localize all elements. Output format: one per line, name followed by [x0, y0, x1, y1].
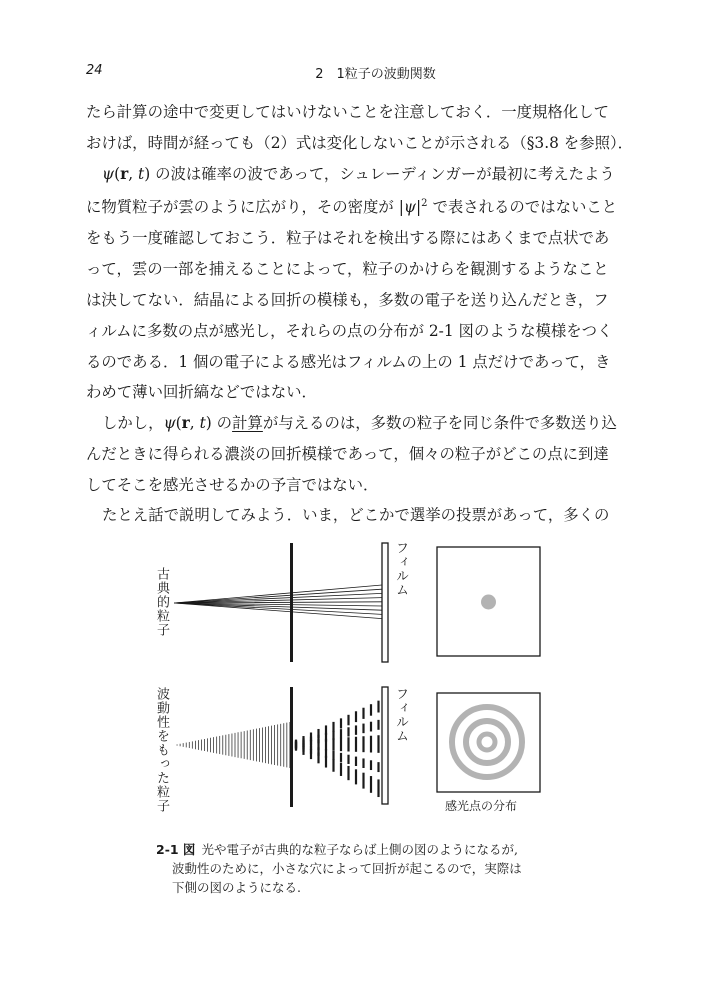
r-vector: r — [120, 164, 129, 183]
wave-fan — [174, 722, 290, 768]
text-line: をもう一度確認しておこう．粒子はそれを検出する際にはあくまで点状であ — [86, 229, 610, 248]
caption-text: 光や電子が古典的な粒子ならば上側の図のようになるが, — [201, 842, 518, 857]
t-variable: t — [138, 164, 145, 183]
caption-line — [156, 840, 576, 859]
label-classical-particle: 古典的粒子 — [154, 567, 169, 637]
distribution-label: 感光点の分布 — [445, 799, 518, 813]
diffraction-beams — [296, 701, 379, 797]
paragraph-1 — [86, 97, 634, 159]
label-wave-particle: 波動性をもった粒子 — [154, 687, 169, 813]
text-line: は決してない．結晶による回折の模様も，多数の電子を送り込んだとき，フ — [86, 290, 609, 309]
text-fragment: が与えるのは，多数の粒子を同じ条件で多数送り込 — [262, 414, 617, 433]
text-line: って，雲の一部を捕えることによって，粒子のかけらを観測するようなこと — [86, 260, 609, 279]
page-number: 24 — [86, 63, 103, 78]
barrier-bottom — [290, 687, 293, 807]
text-line: おけば，時間が経っても（2）式は変化しないことが示される（§3.8 を参照）． — [86, 133, 634, 152]
text-line: しかし，ψ(r, t) の計算が与えるのは，多数の粒子を同じ条件で多数送り込 — [102, 414, 617, 433]
classical-ray — [174, 603, 382, 610]
psi-symbol: ψ — [102, 164, 115, 183]
caption-number: 2-1 図 — [156, 842, 196, 857]
underlined-term: 計算 — [232, 414, 263, 433]
figure-drawing — [140, 535, 560, 835]
caption-line: 波動性のために，小さな穴によって回折が起こるので，実際は — [172, 861, 522, 876]
barrier-top — [290, 543, 293, 662]
text-fragment: の波は確率の波であって，シュレーディンガーが最初に考えたよう — [150, 164, 615, 183]
paragraph-4 — [86, 500, 622, 531]
text-line: ψ(r, t) の波は確率の波であって，シュレーディンガーが最初に考えたよう — [102, 164, 615, 183]
figure-caption — [156, 840, 576, 897]
page-header — [86, 63, 631, 83]
spot-classical — [481, 595, 496, 610]
paragraph-3 — [86, 408, 622, 500]
body-text — [86, 97, 634, 531]
text-line: るのである．1 個の電子による感光はフィルムの上の 1 点だけであって，き — [86, 352, 611, 371]
text-line: してそこを感光させるかの予言ではない． — [86, 475, 379, 494]
text-line: ィルムに多数の点が感光し，それらの点の分布が 2-1 図のような模様をつく — [86, 321, 613, 340]
classical-ray — [174, 589, 382, 603]
psi-abs: |ψ| — [398, 198, 422, 217]
film-top — [382, 543, 388, 662]
text-fragment: しかし， — [102, 414, 164, 433]
paragraph-2 — [86, 159, 622, 409]
text-fragment: の — [211, 414, 233, 433]
text-fragment: で表されるのではないこと — [427, 198, 618, 217]
label-film-top: フィルム — [393, 541, 408, 597]
film-bottom — [382, 687, 388, 804]
text-line: たら計算の途中で変更してはいけないことを注意しておく．一度規格化して — [86, 103, 609, 121]
r-vector: r — [181, 414, 190, 433]
text-line: たとえ話で説明してみよう．いま，どこかで選挙の投票があって，多くの — [102, 506, 610, 525]
text-fragment: に物質粒子が雲のように広がり，その密度が — [86, 198, 399, 217]
running-title: 2 1粒子の波動関数 — [315, 67, 436, 82]
text-line — [86, 189, 622, 223]
caption-line: 下側の図のようになる. — [172, 880, 301, 895]
t-variable: t — [199, 414, 206, 433]
text-line: わめて薄い回折縞などではない． — [86, 383, 317, 402]
figure-2-1 — [140, 535, 560, 835]
label-film-bottom: フィルム — [393, 687, 408, 743]
superscript-2: 2 — [421, 198, 428, 210]
text-line: んだときに得られる濃淡の回折模様であって，個々の粒子がどこの点に到達 — [86, 444, 609, 463]
classical-rays — [174, 585, 382, 619]
psi-symbol: ψ — [163, 414, 176, 433]
